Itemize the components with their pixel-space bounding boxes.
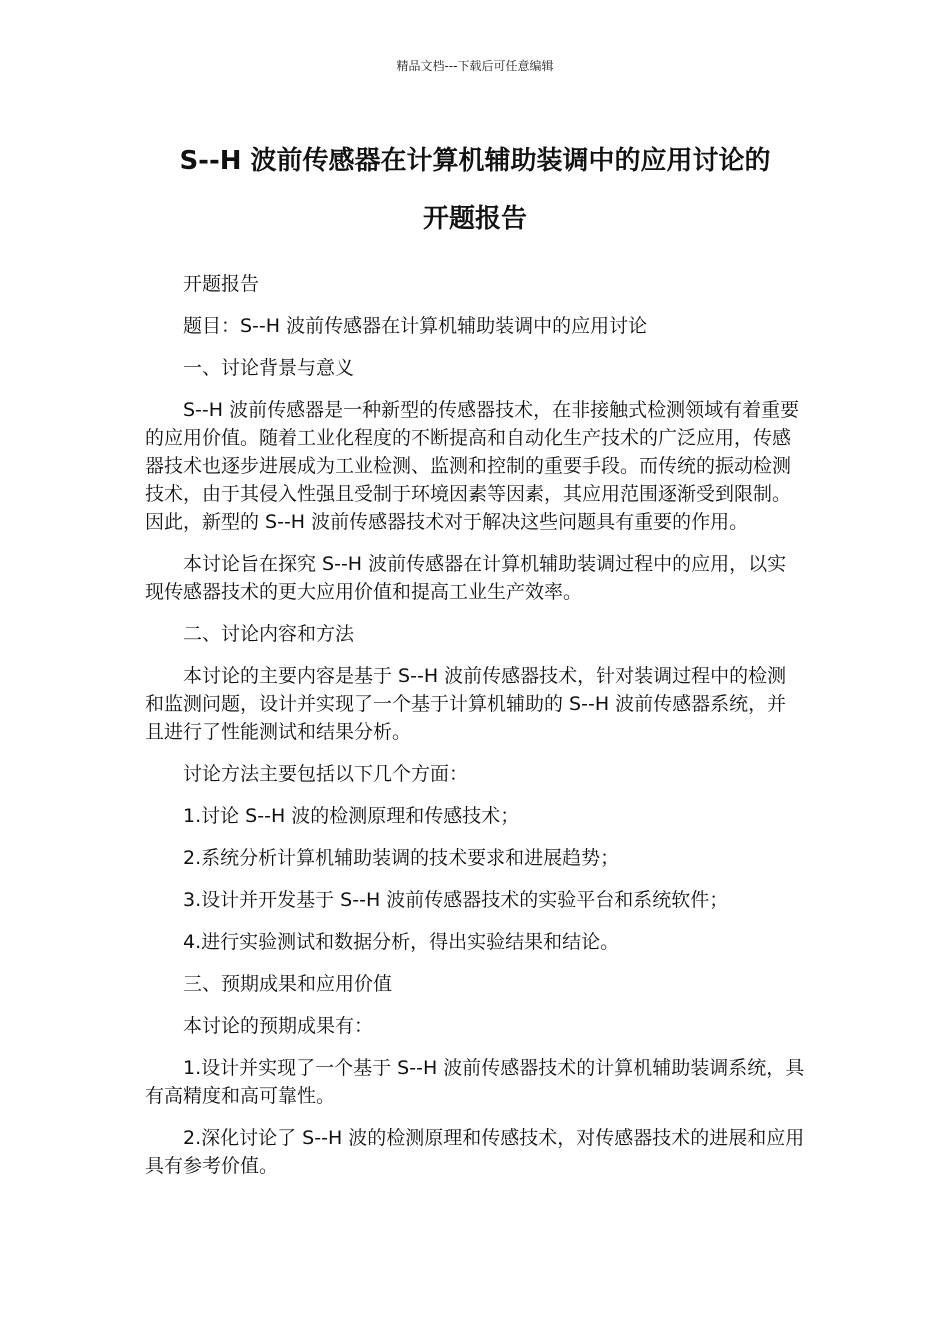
- section-2-paragraph-1: 本讨论的主要内容是基于 S--H 波前传感器技术，针对装调过程中的检测和监测问题，设计并实现了一个基于计算机辅助的 S--H 波前传感器系统，并且进行了性能测试和结果分析。: [145, 665, 787, 743]
- section-2-heading: 二、讨论内容和方法: [183, 623, 355, 645]
- method-item-3: 3.设计并开发基于 S--H 波前传感器技术的实验平台和系统软件；: [183, 889, 729, 911]
- section-1-paragraph-1: S--H 波前传感器是一种新型的传感器技术，在非接触式检测领域有着重要的应用价值。随着工业化程度的不断提高和自动化生产技术的广泛应用，传感器技术也逐步进展成为工业检测、监测和控制的重要手段。而传统的振动检测技术，由于其侵入性强且受制于环境因素等因素，其应用范围逐渐受到限制。因此，新型的 S--H 波前传感器技术对于解决这些问题具有重要的作用。: [145, 399, 800, 533]
- method-item-1: 1.讨论 S--H 波的检测原理和传感技术；: [183, 805, 520, 827]
- document-title: [100, 132, 850, 248]
- title-line-2: 开题报告: [422, 204, 527, 234]
- title-line-1: S--H 波前传感器在计算机辅助装调中的应用讨论的: [179, 146, 771, 176]
- section-1-heading: 一、讨论背景与意义: [183, 357, 355, 379]
- section-1-paragraph-2: 本讨论旨在探究 S--H 波前传感器在计算机辅助装调过程中的应用，以实现传感器技术的更大应用价值和提高工业生产效率。: [145, 553, 787, 603]
- outcome-item-2: 2.深化讨论了 S--H 波的检测原理和传感技术，对传感器技术的进展和应用具有参考价值。: [145, 1127, 805, 1177]
- topic-line: 题目：S--H 波前传感器在计算机辅助装调中的应用讨论: [183, 315, 648, 337]
- section-3-heading: 三、预期成果和应用价值: [183, 973, 393, 995]
- methods-intro: 讨论方法主要包括以下几个方面：: [183, 763, 469, 785]
- page-header-note: 精品文档---下载后可任意编辑: [396, 59, 554, 73]
- document-body: [145, 270, 805, 1194]
- method-item-2: 2.系统分析计算机辅助装调的技术要求和进展趋势；: [183, 847, 620, 869]
- outcome-item-1: 1.设计并实现了一个基于 S--H 波前传感器技术的计算机辅助装调系统，具有高精度和高可靠性。: [145, 1057, 805, 1107]
- report-label: 开题报告: [183, 273, 260, 295]
- method-item-4: 4.进行实验测试和数据分析，得出实验结果和结论。: [183, 931, 620, 953]
- outcomes-intro: 本讨论的预期成果有：: [183, 1015, 374, 1037]
